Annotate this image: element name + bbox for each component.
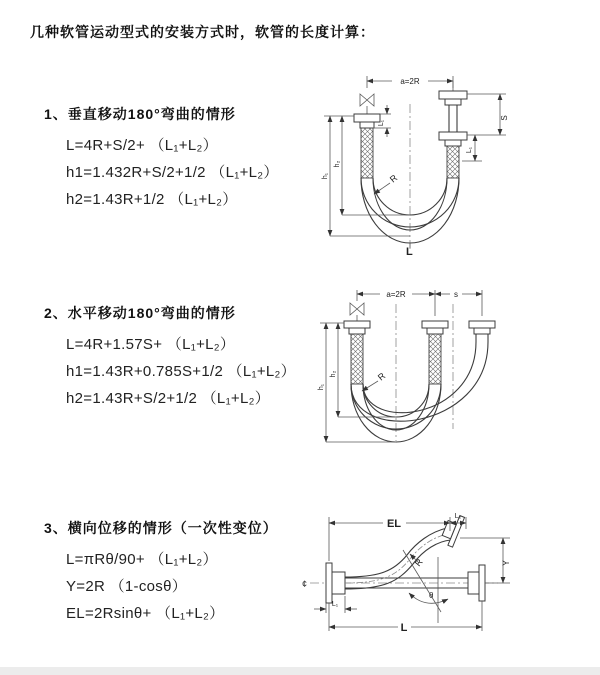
braided-hose-section — [429, 334, 441, 384]
braided-hose-section — [351, 334, 363, 384]
diagram-vertical-180-bend — [310, 64, 595, 258]
formula-line: EL=2Rsinθ+ （L₁+L₂） — [66, 605, 225, 622]
dim-label-l: L — [406, 246, 413, 258]
dim-label-theta: θ — [429, 591, 434, 600]
flange-fitting — [422, 321, 448, 334]
dim-label-l2: L₂ — [454, 513, 462, 520]
formula-line: L=4R+1.57S+ （L₁+L₂） — [66, 336, 236, 353]
valve-icon — [360, 94, 374, 114]
section-vertical-movement — [44, 104, 279, 213]
formula-line: L=4R+S/2+ （L₁+L₂） — [66, 137, 218, 154]
dim-label-l1: L₁ — [331, 601, 339, 608]
dim-label-s: s — [454, 290, 458, 299]
flange-fitting — [344, 321, 370, 334]
formula-line: L=πRθ/90+ （L₁+L₂） — [66, 551, 218, 568]
flange-fitting — [469, 321, 495, 334]
section-heading: 3、横向位移的情形（一次性变位） — [44, 520, 278, 536]
dim-label-a2r: a=2R — [400, 77, 420, 86]
page-edge — [0, 667, 600, 675]
dim-label-h1: h₁ — [322, 172, 329, 180]
dim-label-l1: L₁ — [466, 146, 473, 154]
dim-label-r: R — [375, 370, 388, 383]
dim-label-el: EL — [386, 518, 402, 530]
flange-fitting — [354, 114, 380, 128]
section-heading: 1、垂直移动180°弯曲的情形 — [44, 106, 236, 122]
dim-label-r: R — [412, 556, 425, 569]
dim-label-y: Y — [501, 559, 511, 567]
flange-fitting — [439, 91, 467, 105]
section-horizontal-movement — [44, 303, 296, 412]
hose-displaced-position — [351, 342, 488, 421]
formula-line: h2=1.43R+1/2 （L₁+L₂） — [66, 191, 238, 208]
flange-fitting — [439, 132, 467, 146]
braided-hose-section — [361, 128, 373, 178]
dim-label-h1: h₁ — [318, 383, 325, 391]
section-heading: 2、水平移动180°弯曲的情形 — [44, 305, 236, 321]
section-lateral-displacement — [44, 518, 278, 627]
dim-label-a2r: a=2R — [386, 290, 406, 299]
page-title: 几种软管运动型式的安装方式时，软管的长度计算： — [30, 24, 375, 40]
formula-line: Y=2R （1-cosθ） — [66, 578, 188, 595]
formula-line: h1=1.43R+0.785S+1/2 （L₁+L₂） — [66, 363, 296, 380]
formula-line: h2=1.43R+S/2+1/2 （L₁+L₂） — [66, 390, 271, 407]
flange-fitting — [326, 563, 345, 603]
flange-fitting — [468, 565, 485, 601]
diagram-horizontal-180-bend — [308, 279, 593, 454]
centerline-symbol: ¢ — [302, 579, 308, 589]
dim-label-s: S — [500, 115, 509, 121]
dim-label-l1: L₁ — [378, 119, 385, 127]
diagram-lateral-displacement — [298, 505, 598, 657]
dim-label-h2: h₂ — [334, 160, 341, 168]
braided-hose-section — [447, 146, 459, 178]
formula-line: h1=1.432R+S/2+1/2 （L₁+L₂） — [66, 164, 279, 181]
valve-icon — [350, 303, 364, 321]
dim-label-h2: h₂ — [330, 370, 337, 378]
dim-label-r: R — [387, 172, 400, 185]
hose-s-curve — [345, 528, 451, 589]
dim-label-l: L — [400, 622, 408, 634]
